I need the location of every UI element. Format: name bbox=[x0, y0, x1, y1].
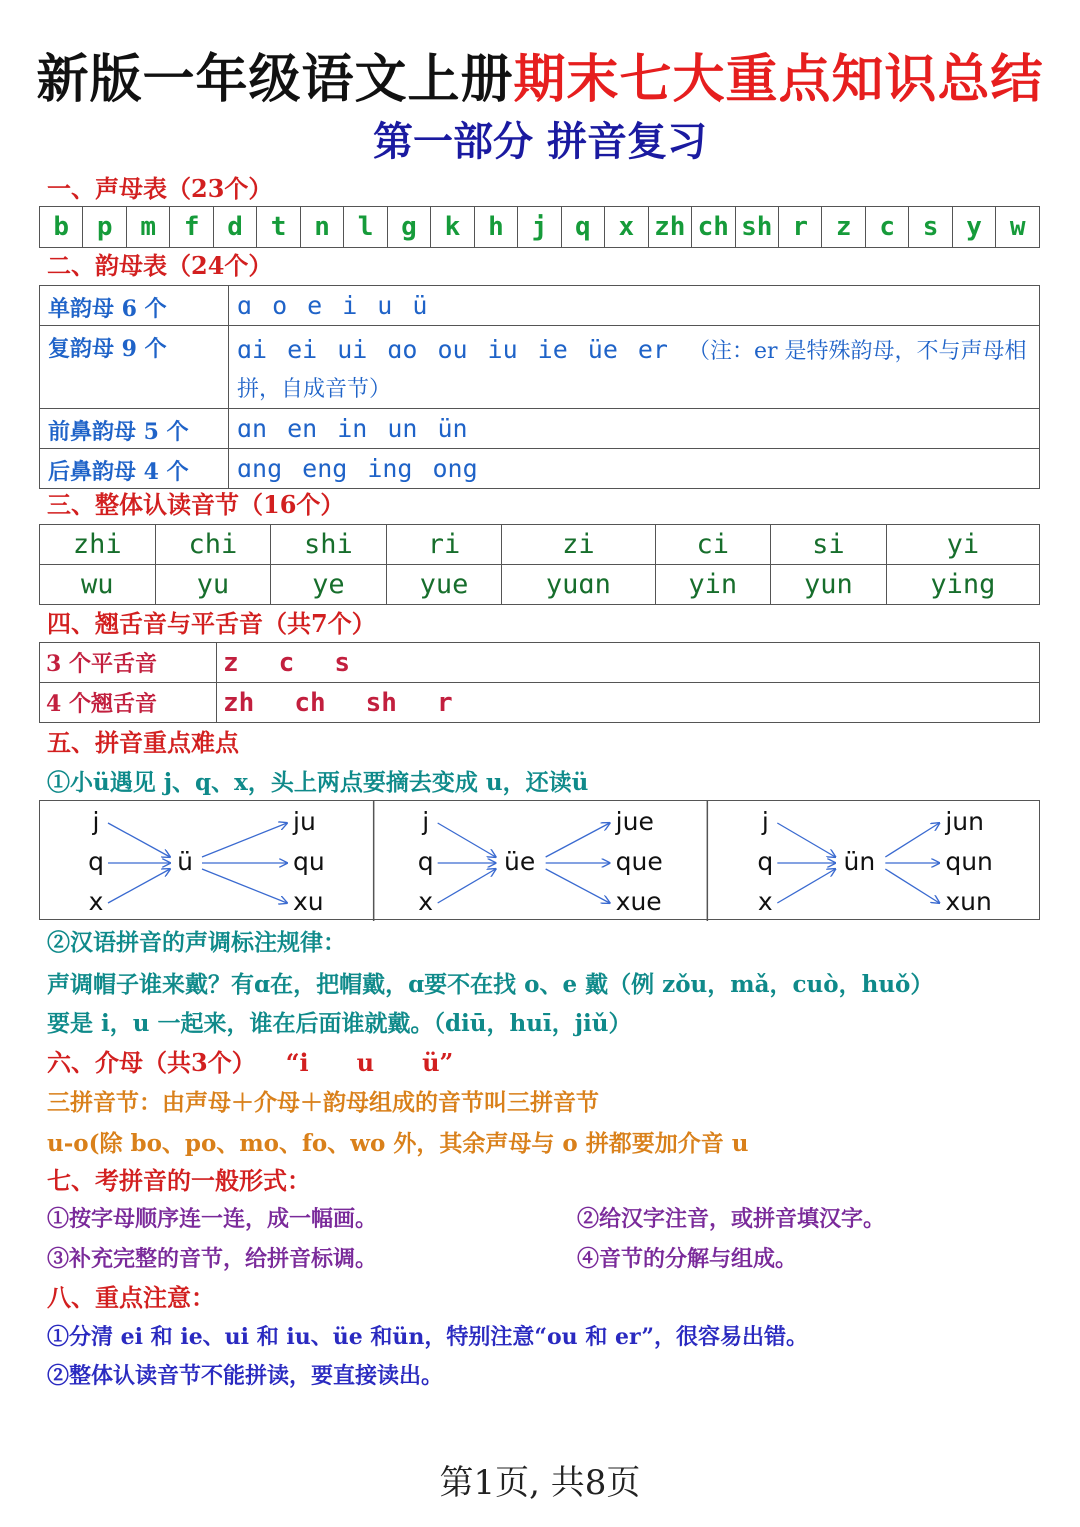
rule-1: ①小ü遇见 j、q、x，头上两点要摘去变成 u，还读ü bbox=[47, 769, 589, 796]
finals-values bbox=[229, 409, 1040, 449]
whole-syllable-cell: ying bbox=[886, 565, 1039, 605]
result-syllable: xun bbox=[945, 887, 992, 916]
finals-label: 前鼻韵母 5 个 bbox=[40, 409, 229, 449]
title-part2: 期末七大重点知识总结 bbox=[513, 50, 1044, 110]
er-note: （注：er 是特殊韵母，不与声母相拼，自成音节） bbox=[237, 339, 1027, 402]
whole-syllable-cell: yi bbox=[886, 525, 1039, 565]
consonant-cell: d bbox=[213, 207, 256, 248]
whole-syllable-cell: zhi bbox=[40, 525, 156, 565]
note-2: ②整体认读音节不能拼读，要直接读出。 bbox=[47, 1363, 444, 1389]
center-final: üe bbox=[504, 847, 536, 876]
final-item: in bbox=[337, 414, 368, 443]
finals-values bbox=[229, 286, 1040, 326]
consonant-cell: z bbox=[822, 207, 865, 248]
result-syllable: jue bbox=[615, 807, 654, 836]
tongue-item: z bbox=[223, 647, 239, 678]
tongue-item: zh bbox=[223, 687, 255, 718]
final-item: er bbox=[637, 335, 668, 364]
whole-syllable-cell: ye bbox=[271, 565, 387, 605]
whole-syllable-cell: yin bbox=[655, 565, 771, 605]
final-item: iu bbox=[487, 335, 518, 364]
tone-rule-1: 声调帽子谁来戴？有ɑ在，把帽戴，ɑ要不在找 o、e 戴（例 zǒu，mǎ，cuò，huǒ） bbox=[47, 971, 934, 998]
page-title bbox=[0, 48, 1080, 112]
consonant-cell: g bbox=[387, 207, 430, 248]
arrow bbox=[885, 869, 939, 903]
final-item: en bbox=[287, 414, 318, 443]
medials: “i u ü” bbox=[285, 1048, 454, 1077]
final-item: eng bbox=[302, 454, 348, 483]
tongue-values bbox=[217, 643, 1040, 683]
arrow bbox=[438, 869, 496, 903]
s5-heading: 五、拼音重点难点 bbox=[47, 728, 239, 757]
ju-qu-xu-diagram bbox=[39, 800, 1040, 920]
final-item: ɑng bbox=[237, 454, 283, 483]
page-footer: 第1页, 共8页 bbox=[439, 1463, 641, 1503]
tongue-item: c bbox=[278, 647, 295, 678]
whole-syllable-cell: chi bbox=[155, 525, 271, 565]
u-o-rule: u-o(除 bo、po、mo、fo、wo 外，其余声母与 o 拼都要加介音 u bbox=[47, 1130, 749, 1157]
s2-heading: 二、韵母表（24个） bbox=[47, 251, 273, 280]
finals-label: 单韵母 6 个 bbox=[40, 286, 229, 326]
consonant-table bbox=[39, 206, 1040, 248]
arrow bbox=[546, 823, 610, 857]
consonant-cell: j bbox=[518, 207, 561, 248]
consonant-cell: q bbox=[561, 207, 604, 248]
consonant-cell: p bbox=[83, 207, 126, 248]
initial-letter: q bbox=[417, 847, 434, 876]
note-1: ①分清 ei 和 ie、ui 和 iu、üe 和ün，特别注意“ou 和 er”，很容易出错。 bbox=[47, 1324, 809, 1350]
consonant-cell: n bbox=[300, 207, 343, 248]
consonant-cell: f bbox=[170, 207, 213, 248]
final-item: üe bbox=[587, 335, 618, 364]
tongue-item: s bbox=[334, 647, 350, 678]
rule-2: ②汉语拼音的声调标注规律： bbox=[47, 929, 346, 956]
initial-letter: j bbox=[92, 807, 100, 836]
whole-syllable-cell: yuɑn bbox=[502, 565, 655, 605]
s8-heading: 八、重点注意： bbox=[47, 1283, 215, 1312]
arrow bbox=[546, 869, 610, 903]
result-syllable: que bbox=[615, 847, 663, 876]
s6-heading-text: 六、介母（共3个） bbox=[47, 1048, 256, 1077]
final-item: ei bbox=[287, 335, 318, 364]
tongue-values bbox=[217, 683, 1040, 723]
consonant-cell: sh bbox=[735, 207, 778, 248]
triple-syllable-rule: 三拼音节：由声母＋介母＋韵母组成的音节叫三拼音节 bbox=[47, 1089, 599, 1116]
whole-syllable-cell: yu bbox=[155, 565, 271, 605]
final-item: ing bbox=[367, 454, 413, 483]
whole-syllable-cell: wu bbox=[40, 565, 156, 605]
final-item: i bbox=[342, 291, 358, 320]
result-syllable: ju bbox=[293, 807, 316, 836]
result-syllable: qu bbox=[293, 847, 325, 876]
page-subtitle: 第一部分 拼音复习 bbox=[373, 119, 707, 165]
s3-heading: 三、整体认读音节（16个） bbox=[47, 490, 345, 519]
consonant-cell: h bbox=[474, 207, 517, 248]
consonant-cell: l bbox=[344, 207, 387, 248]
finals-label: 复韵母 9 个 bbox=[40, 326, 229, 409]
whole-syllable-cell: zi bbox=[502, 525, 655, 565]
tone-rule-2: 要是 i，u 一起来，谁在后面谁就戴。（diū，huī，jiǔ） bbox=[47, 1010, 632, 1037]
tongue-item: sh bbox=[365, 687, 397, 718]
initial-letter: q bbox=[88, 847, 104, 876]
final-item: ü bbox=[412, 291, 428, 320]
arrow bbox=[108, 823, 170, 857]
initial-letter: j bbox=[761, 807, 769, 836]
final-item: e bbox=[307, 291, 323, 320]
arrow bbox=[202, 823, 287, 857]
initial-letter: j bbox=[422, 807, 430, 836]
final-item: ui bbox=[337, 335, 368, 364]
result-syllable: xu bbox=[293, 887, 324, 916]
center-final: ü bbox=[177, 847, 193, 876]
consonant-cell: k bbox=[431, 207, 474, 248]
finals-label: 后鼻韵母 4 个 bbox=[40, 449, 229, 489]
tongue-item: ch bbox=[294, 687, 326, 718]
s4-heading: 四、翘舌音与平舌音（共7个） bbox=[47, 609, 376, 638]
tongue-item: r bbox=[436, 687, 453, 718]
consonant-cell: r bbox=[778, 207, 821, 248]
final-item: ɑi bbox=[237, 335, 268, 364]
arrow bbox=[202, 869, 287, 903]
center-final: ün bbox=[843, 847, 876, 876]
consonant-cell: s bbox=[909, 207, 952, 248]
final-item: ɑo bbox=[387, 335, 418, 364]
final-item: ɑ bbox=[237, 291, 253, 320]
arrow bbox=[777, 823, 835, 857]
s7-heading: 七、考拼音的一般形式： bbox=[47, 1166, 311, 1195]
initial-letter: x bbox=[418, 887, 434, 916]
s1-heading: 一、声母表（23个） bbox=[47, 174, 273, 203]
consonant-cell: w bbox=[996, 207, 1040, 248]
exam-form-1: ①按字母顺序连一连，成一幅画。 bbox=[47, 1206, 378, 1232]
consonant-cell: b bbox=[40, 207, 83, 248]
arrow bbox=[777, 869, 835, 903]
whole-syllable-cell: si bbox=[771, 525, 887, 565]
exam-form-2: ②给汉字注音，或拼音填汉字。 bbox=[577, 1206, 886, 1232]
consonant-cell: x bbox=[605, 207, 648, 248]
finals-values bbox=[229, 326, 1040, 409]
whole-syllable-cell: ri bbox=[386, 525, 502, 565]
whole-syllable-cell: shi bbox=[271, 525, 387, 565]
consonant-cell: y bbox=[952, 207, 995, 248]
result-syllable: jun bbox=[945, 807, 984, 836]
title-part1: 新版一年级语文上册 bbox=[36, 50, 514, 110]
exam-form-4: ④音节的分解与组成。 bbox=[577, 1246, 798, 1272]
whole-syllable-cell: yue bbox=[386, 565, 502, 605]
final-item: ong bbox=[432, 454, 478, 483]
final-item: ɑn bbox=[237, 414, 268, 443]
arrow bbox=[885, 823, 939, 857]
tongue-table bbox=[39, 642, 1040, 723]
arrow bbox=[108, 869, 170, 903]
tongue-label: 4 个翘舌音 bbox=[40, 683, 217, 723]
final-item: u bbox=[377, 291, 393, 320]
final-item: o bbox=[272, 291, 288, 320]
consonant-cell: t bbox=[257, 207, 300, 248]
initial-letter: x bbox=[88, 887, 104, 916]
final-item: ou bbox=[437, 335, 468, 364]
final-item: ie bbox=[537, 335, 568, 364]
consonant-cell: c bbox=[865, 207, 908, 248]
s6-heading bbox=[47, 1048, 453, 1078]
initial-letter: x bbox=[757, 887, 773, 916]
final-item: ün bbox=[437, 414, 468, 443]
initial-letter: q bbox=[757, 847, 774, 876]
result-syllable: qun bbox=[945, 847, 993, 876]
whole-syllable-cell: ci bbox=[655, 525, 771, 565]
consonant-cell: ch bbox=[692, 207, 735, 248]
whole-syllable-table bbox=[39, 524, 1040, 605]
result-syllable: xue bbox=[615, 887, 662, 916]
tongue-label: 3 个平舌音 bbox=[40, 643, 217, 683]
exam-form-3: ③补充完整的音节，给拼音标调。 bbox=[47, 1246, 378, 1272]
arrow bbox=[438, 823, 496, 857]
consonant-cell: m bbox=[126, 207, 169, 248]
finals-table bbox=[39, 285, 1040, 489]
whole-syllable-cell: yun bbox=[771, 565, 887, 605]
final-item: un bbox=[387, 414, 418, 443]
consonant-cell: zh bbox=[648, 207, 691, 248]
finals-values bbox=[229, 449, 1040, 489]
